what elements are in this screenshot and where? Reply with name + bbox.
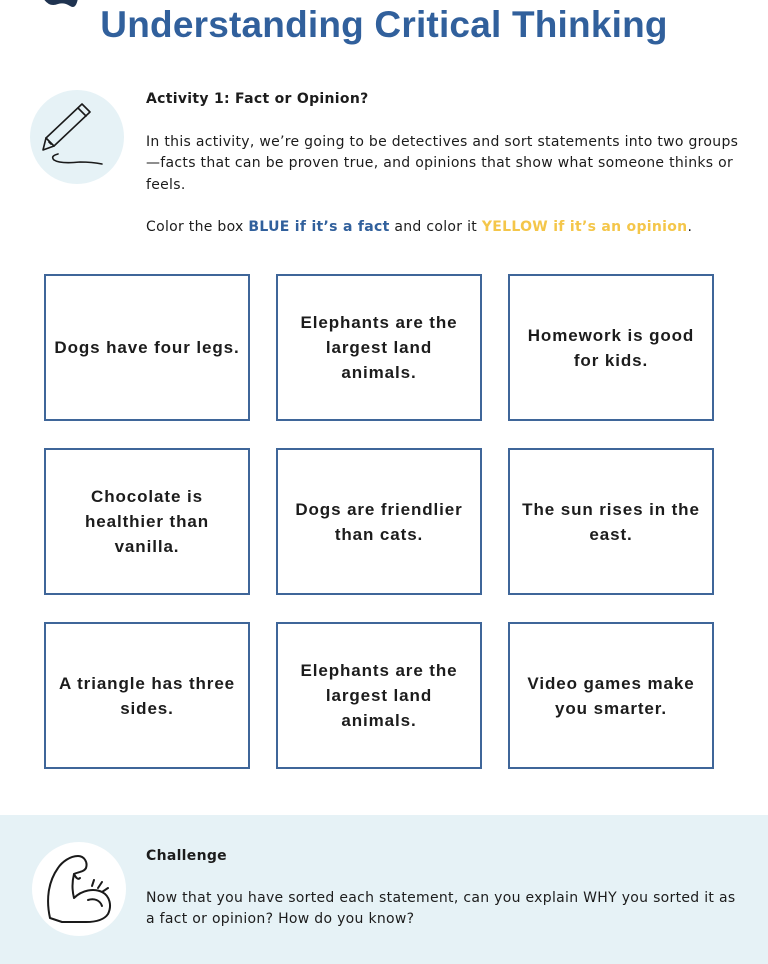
challenge-section [146, 846, 746, 931]
activity-instruction [146, 217, 746, 239]
statement-card[interactable]: Elephants are the largest land animals. [276, 622, 482, 769]
instruction-yellow-opinion: YELLOW if it’s an opinion [481, 219, 688, 235]
instruction-suffix: . [687, 219, 693, 235]
statement-card[interactable]: A triangle has three sides. [44, 622, 250, 769]
flexed-arm-icon [32, 842, 126, 936]
instruction-blue-fact: BLUE if it’s a fact [248, 219, 390, 235]
pencil-icon [30, 90, 124, 184]
activity-section [146, 89, 746, 239]
instruction-middle: and color it [389, 219, 482, 235]
activity-description: In this activity, we’re going to be detectives and sort statements into two groups—facts that can be proven true, and opinions that show what someone thinks or feels. [146, 133, 739, 193]
statement-card[interactable]: Homework is good for kids. [508, 274, 714, 421]
statement-card[interactable]: Dogs have four legs. [44, 274, 250, 421]
statement-card[interactable]: The sun rises in the east. [508, 448, 714, 595]
challenge-body: Now that you have sorted each statement, can you explain WHY you sorted it as a fact or opinion? How do you know? [146, 889, 736, 927]
statement-grid [44, 274, 724, 776]
page-title: Understanding Critical Thinking [100, 4, 668, 45]
statement-card[interactable]: Chocolate is healthier than vanilla. [44, 448, 250, 595]
activity-title: Activity 1: Fact or Opinion? [146, 91, 369, 107]
instruction-prefix: Color the box [146, 219, 249, 235]
statement-card[interactable]: Elephants are the largest land animals. [276, 274, 482, 421]
challenge-title: Challenge [146, 848, 227, 864]
statement-card[interactable]: Video games make you smarter. [508, 622, 714, 769]
statement-card[interactable]: Dogs are friendlier than cats. [276, 448, 482, 595]
